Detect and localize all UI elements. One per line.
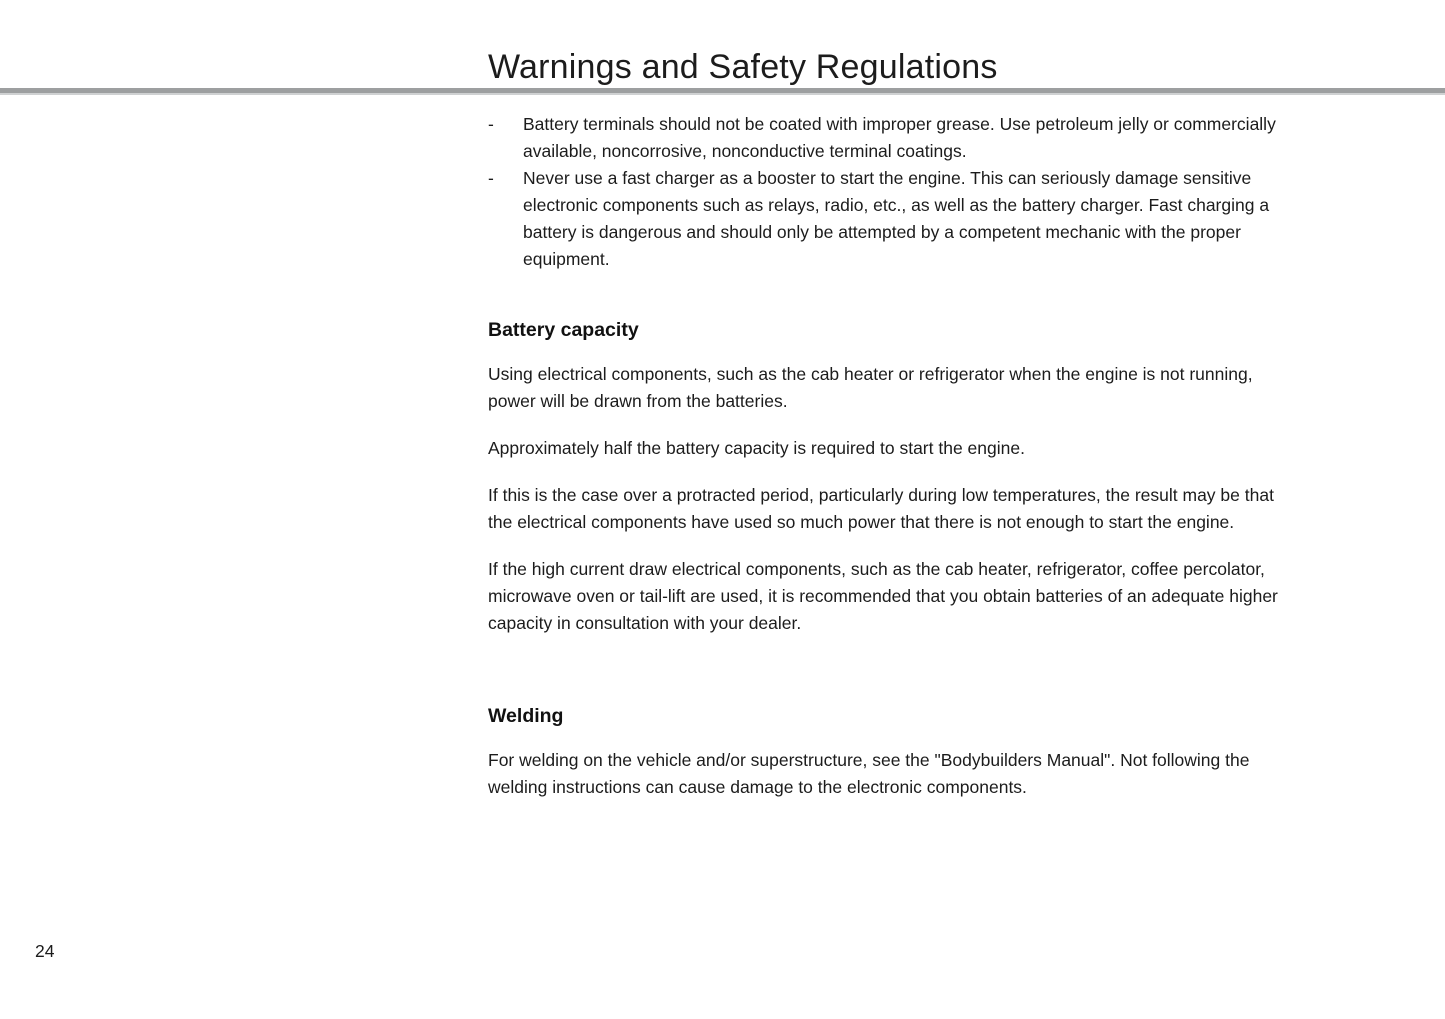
paragraph: Using electrical components, such as the cab heater or refrigerator when the engine is not running, power will be drawn from the batteries.: [488, 364, 1253, 411]
section-heading: Battery capacity: [488, 319, 639, 341]
paragraph: If this is the case over a protracted period, particularly during low temperatures, the result may be that the electrical components have used so much power that there is not enough to start the engine.: [488, 485, 1274, 532]
bullet-text: Battery terminals should not be coated with improper grease. Use petroleum jelly or commercially available, noncorrosive, nonconductive terminal coatings.: [523, 114, 1276, 161]
paragraph: For welding on the vehicle and/or superstructure, see the "Bodybuilders Manual". Not following the welding instructions can cause damage to the electronic components.: [488, 750, 1250, 797]
section-welding: [488, 703, 1291, 801]
bullet-list: [488, 111, 1291, 273]
bullet-marker: -: [488, 114, 494, 134]
section-heading: Welding: [488, 705, 564, 727]
paragraph: Approximately half the battery capacity is required to start the engine.: [488, 438, 1025, 458]
content-column: [488, 111, 1291, 801]
page-title: Warnings and Safety Regulations: [488, 48, 998, 86]
bullet-marker: -: [488, 168, 494, 188]
title-divider-rule: [0, 88, 1445, 95]
page-number: 24: [35, 941, 55, 961]
paragraph: If the high current draw electrical components, such as the cab heater, refrigerator, coffee percolator, microwave oven or tail-lift are used, it is recommended that you obtain batteries of an adequate higher capacity in consultation with your dealer.: [488, 559, 1278, 633]
bullet-item: [488, 111, 1291, 165]
bullet-item: [488, 165, 1291, 273]
section-battery-capacity: [488, 317, 1291, 637]
bullet-text: Never use a fast charger as a booster to start the engine. This can seriously damage sensitive electronic components such as relays, radio, etc., as well as the battery charger. Fast charging a battery is dangerous and should only be attempted by a competent mechanic with the proper equipment.: [523, 168, 1270, 269]
